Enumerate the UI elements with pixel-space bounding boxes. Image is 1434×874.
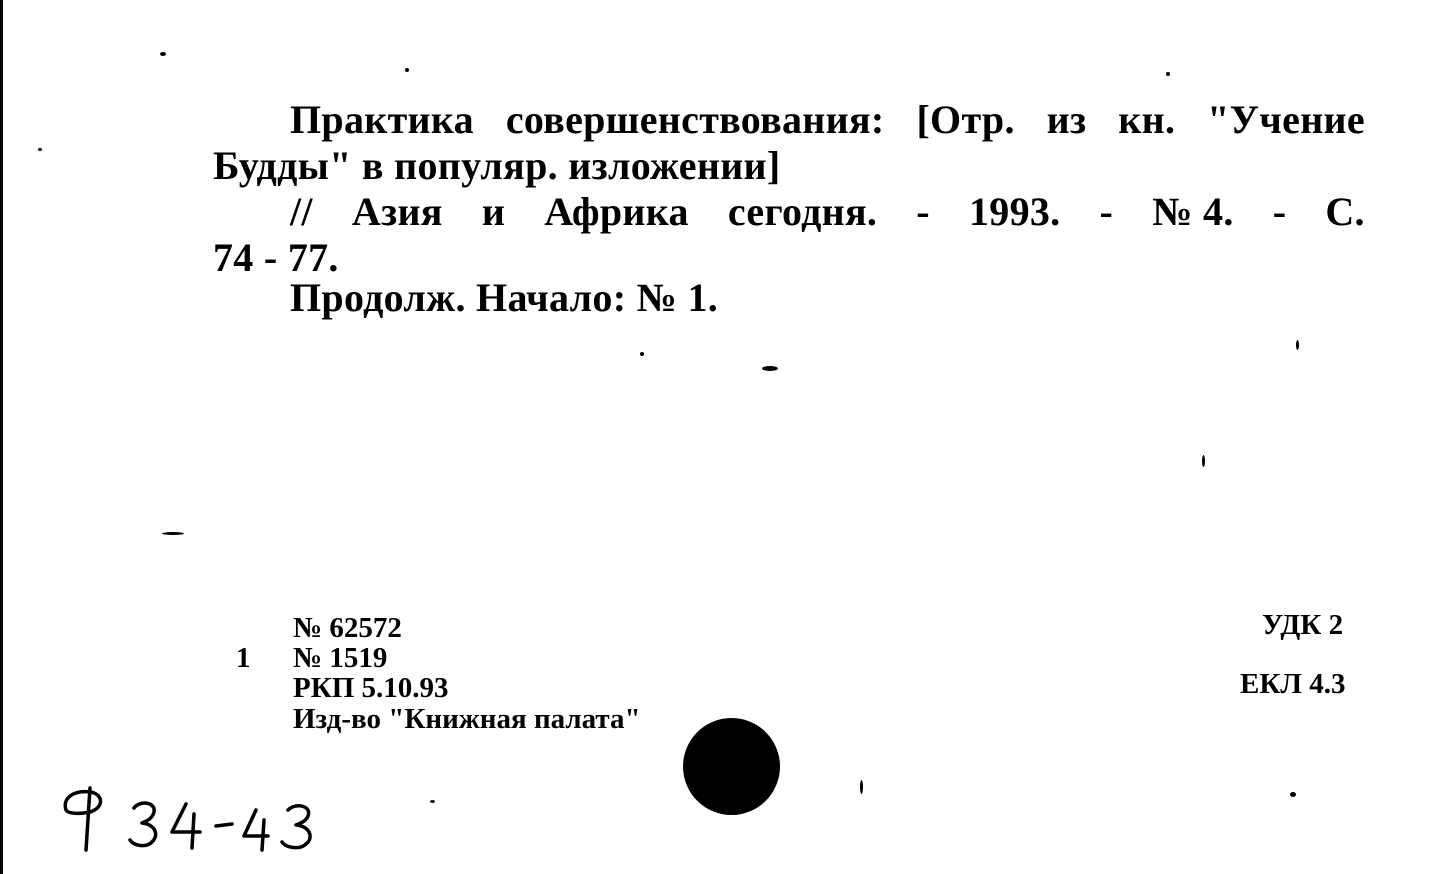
publisher: Изд-во "Книжная палата" (293, 703, 641, 735)
entry-line-1 (290, 96, 1365, 143)
entry-word: - (916, 189, 930, 234)
rkp-date: РКП 5.10.93 (293, 672, 449, 704)
order-number: № 1519 (293, 642, 388, 674)
entry-line-3 (290, 188, 1365, 235)
entry-line-5: Продолж. Начало: № 1. (290, 275, 719, 320)
speck (640, 352, 644, 356)
punch-hole (683, 718, 780, 815)
entry-word: кн. (1118, 97, 1176, 142)
entry-word: Практика (290, 97, 474, 142)
entry-word: Африка (544, 189, 689, 234)
udk-code: УДК 2 (1262, 609, 1344, 641)
entry-word: [Отр. (916, 97, 1015, 142)
entry-word: совершенствования: (505, 97, 885, 142)
speck (1296, 340, 1299, 350)
entry-word: "Учение (1207, 97, 1365, 142)
entry-word: - (1099, 189, 1114, 234)
entry-word: и (481, 189, 506, 234)
speck (762, 366, 778, 371)
speck (1290, 792, 1296, 797)
entry-line-2: Будды" в популяр. изложении] (213, 143, 781, 188)
entry-word: сегодня. (727, 189, 878, 234)
speck (38, 148, 42, 151)
entry-word: № 4. (1152, 189, 1234, 234)
card-number: № 62572 (293, 612, 402, 644)
handwritten-shelf-code (60, 780, 340, 860)
speck (1202, 455, 1205, 467)
ekl-code: ЕКЛ 4.3 (1240, 668, 1346, 700)
speck (162, 532, 184, 535)
speck (160, 52, 166, 56)
entry-word: 1993. (968, 189, 1061, 234)
copies-count: 1 (236, 642, 251, 674)
entry-word: из (1046, 97, 1087, 142)
speck (430, 800, 435, 803)
entry-word: - (1272, 189, 1287, 234)
speck (1166, 72, 1170, 76)
card-edge (0, 0, 3, 874)
entry-line-4: 74 - 77. (213, 235, 339, 280)
entry-word: С. (1325, 189, 1365, 234)
speck (405, 68, 409, 72)
speck (860, 780, 863, 794)
entry-word: // (290, 189, 313, 234)
entry-word: Азия (351, 189, 443, 234)
